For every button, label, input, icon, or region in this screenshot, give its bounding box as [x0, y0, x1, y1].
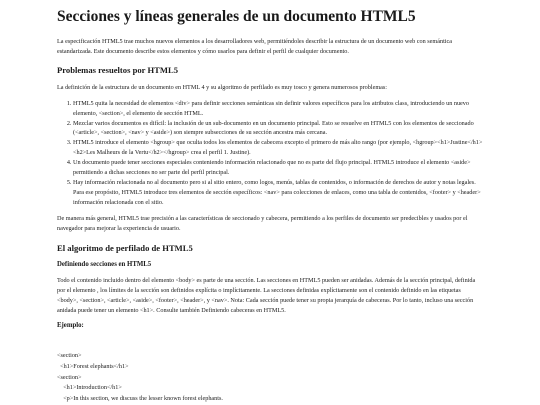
subsection-heading-defining-sections: Definiendo secciones en HTML5	[57, 260, 152, 268]
code-line: <section>	[57, 373, 82, 381]
section-heading-problems: Problemas resueltos por HTML5	[57, 65, 179, 76]
code-line: <section>	[57, 351, 82, 359]
code-line: <p>In this section, we discuss the lesser known forest elephants.	[57, 395, 223, 403]
code-example	[57, 351, 483, 405]
page-title: Secciones y líneas generales de un documento HTML5	[57, 8, 416, 25]
problems-lead-paragraph: La definición de la estructura de un documento en HTML 4 y su algoritmo de perfilado es muy tosco y genera numerosos problemas:	[57, 83, 388, 91]
list-item: 4. Un documento puede tener secciones especiales conteniendo información relacionado que no es parte del flujo principal. HTML5 introduce el elemento <aside> permitiendo a dichas secciones no ser parte del perfil principal.	[73, 158, 483, 178]
problems-list	[57, 99, 483, 208]
defining-sections-paragraph: Todo el contenido incluido dentro del elemento <body> es parte de una sección. Las secciones en HTML5 pueden ser anidadas. Además de la sección principal, definida por el elemento , los límites de la sección son definidos explícita o implícitamente. La secciones definidas explícitamente son el contenido definido en las etiquetas <body>, <section>, <article>, <aside>, <footer>, <header>, y <nav>. Nota: Cada sección puede tener su propia jerarquía de cabeceras. Por lo tanto, incluso una sección anidada puede tener un elemento <h1>. Consulte también Definiendo cabeceras en HTML5.	[57, 277, 476, 314]
code-line: <h1>Introduction</h1>	[57, 384, 122, 392]
section-heading-algorithm: El algoritmo de perfilado de HTML5	[57, 242, 193, 253]
list-item: 1. HTML5 quita la necesidad de elementos <div> para definir secciones semánticas sin definir valores específicos para los atributos class, introduciendo un nuevo elemento, <section>, el elemento de sección HTML.	[73, 99, 483, 119]
intro-paragraph: La especificación HTML5 trae muchos nuevos elementos a los desarrolladores web, permitiéndoles describir la estructura de un documento web con semántica estandarizada. Este documento describe estos elementos y cómo usarlos para definir el perfil de cualquier documento.	[57, 37, 453, 55]
example-label: Ejemplo:	[57, 321, 84, 329]
code-line: <h1>Forest elephants</h1>	[57, 362, 129, 370]
problems-closing-paragraph: De manera más general, HTML5 trae precisión a las características de seccionado y cabecera, permitiendo a los perfiles de documento ser predecibles y usados por el navegador para mejorar la experiencia de usuario.	[57, 214, 468, 232]
list-item: 5. Hay información relacionada no al documento pero si al sitio entero, como logos, menús, tablas de contenidos, o información de derechos de autor y notas legales. Para ese propósito, HTML5 introduce tres elementos de sección específicos: <nav> para colecciones de enlaces, como una tabla de contenidos, <footer> y <header> información relacionada con el sitio.	[73, 178, 483, 208]
list-item: 2. Mezclar varios documentos es difícil: la inclusión de un sub-documento en un documento principal. Esto se resuelve en HTML5 con los elementos de seccionado (<article>, <section>, <nav> y <aside>) son siempre subsecciones de su sección ancestra más cercana.	[73, 119, 483, 139]
list-item: 3. HTML5 introduce el elemento <hgroup> que oculta todos los elementos de cabecera excepto el primero de más alto rango (por ejemplo, <hgroup><h1>Justine</h1><h2>Les Malheurs de la Vertu</h2></hgroup> crea el perfil 1. Justine).	[73, 138, 483, 158]
